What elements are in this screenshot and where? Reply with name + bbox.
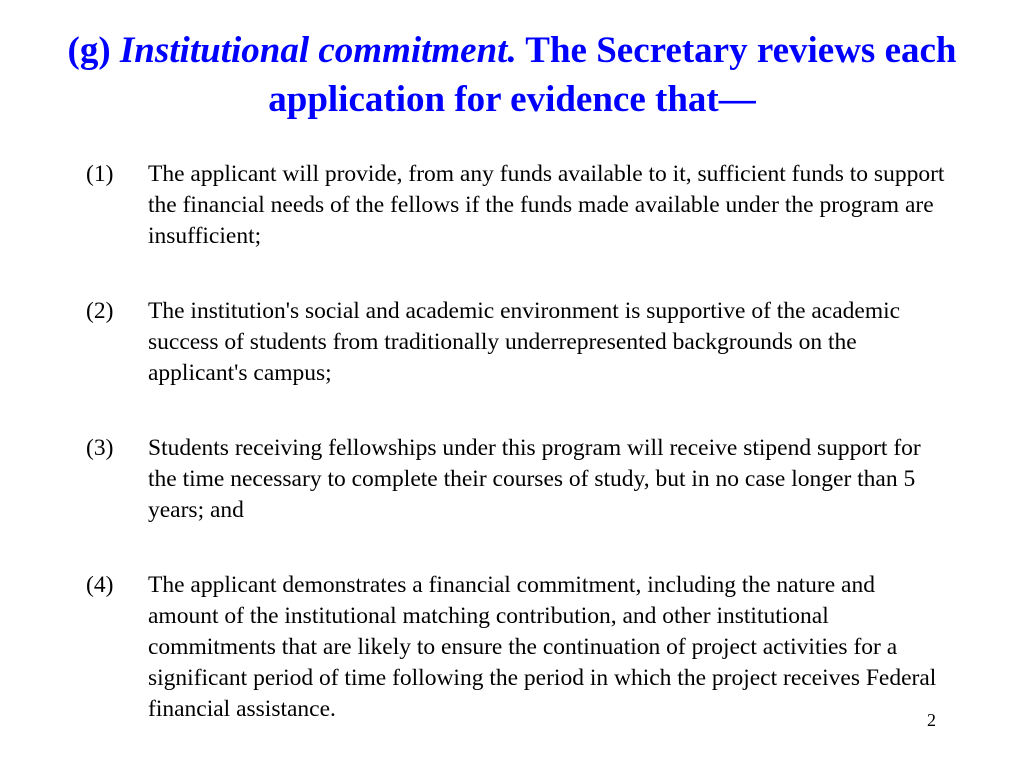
- title-italic-term: Institutional commitment.: [119, 30, 517, 71]
- item-number: (2): [86, 298, 114, 324]
- page-number: 2: [927, 710, 936, 730]
- criteria-item-2: [86, 296, 946, 389]
- criteria-list: [86, 159, 946, 769]
- item-number: (3): [86, 435, 114, 461]
- title-prefix: (g): [67, 30, 120, 71]
- criteria-item-3: [86, 433, 946, 526]
- item-text: The applicant demonstrates a financial commitment, including the nature and amount of the institutional matching contribution, and other institutional commitments that are likely to ensure the continuation of project activities for a significant period of time following the period in which the project receives Federal financial assistance.: [148, 572, 937, 722]
- criteria-item-4: [86, 570, 946, 725]
- item-text: The applicant will provide, from any funds available to it, sufficient funds to support the financial needs of the fellows if the funds made available under the program are insufficient;: [148, 161, 945, 249]
- item-text: The institution's social and academic environment is supportive of the academic success of students from traditionally underrepresented backgrounds on the applicant's campus;: [148, 298, 901, 386]
- criteria-item-1: [86, 159, 946, 252]
- item-number: (1): [86, 161, 114, 187]
- slide-title: [40, 26, 984, 124]
- item-text: Students receiving fellowships under this program will receive stipend support for the time necessary to complete their courses of study, but in no case longer than 5 years; and: [148, 435, 921, 523]
- item-number: (4): [86, 572, 114, 598]
- title-rest: The Secretary reviews each application for evidence that—: [268, 30, 957, 120]
